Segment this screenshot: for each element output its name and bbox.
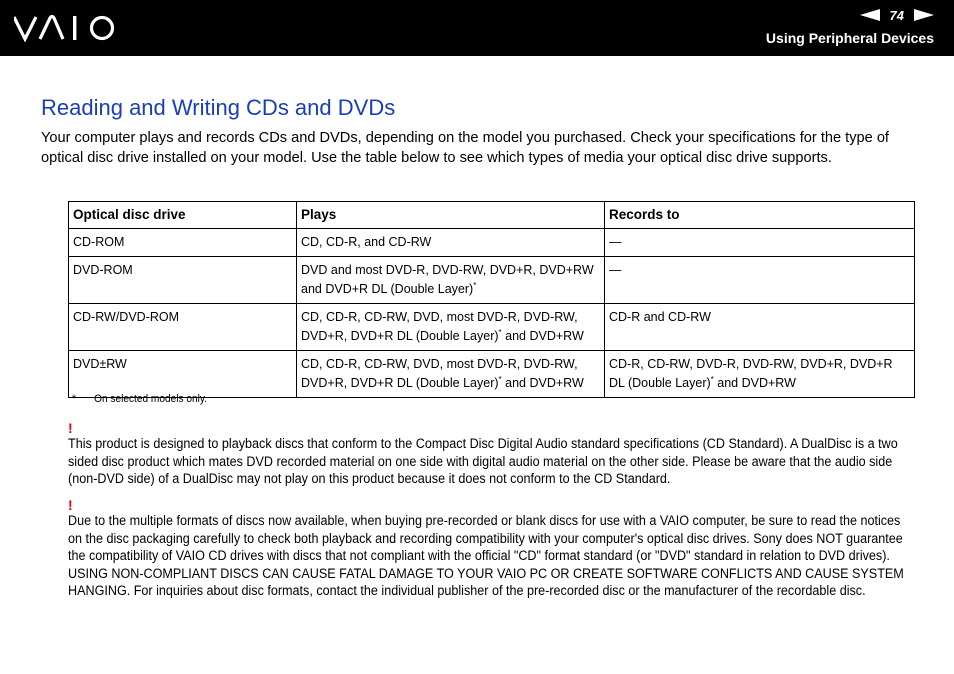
table-header-row [69, 202, 915, 229]
records-cell [605, 229, 915, 257]
records-cell [605, 257, 915, 304]
warning-note [68, 421, 954, 488]
footnote-star: * [72, 393, 76, 405]
column-header-plays: Plays [297, 202, 605, 229]
plays-cell [297, 351, 605, 398]
column-header-drive: Optical disc drive [69, 202, 297, 229]
plays-text: CD, CD-R, and CD-RW [301, 235, 432, 249]
drive-cell: DVD-ROM [69, 257, 297, 304]
footnote-text: On selected models only. [94, 393, 207, 405]
footnote-marker: * [473, 280, 477, 290]
page-number: 74 [889, 7, 904, 23]
left-arrow-icon[interactable] [860, 9, 880, 21]
footnote-marker: * [710, 374, 714, 384]
warning-text: Due to the multiple formats of discs now available, when buying pre-recorded or blank discs for use with a VAIO computer, be sure to read the notices on the disc packaging carefully to check both playback and recording compatibility with your computer's optical disc drives. Sony does NOT guarantee the compatibility of VAIO CD drives with discs that not compliant with the official "CD" format standard (or "DVD" standard in relation to DVD drives). USING NON-COMPLIANT DISCS CAN CAUSE FATAL DAMAGE TO YOUR VAIO PC OR CREATE SOFTWARE CONFLICTS AND CAUSE SYSTEM HANGING. For inquiries about disc formats, contact the individual publisher of the pre-recorded disc or the manufacturer of the recordable disc. [68, 513, 904, 599]
plays-text-after: and DVD+RW [501, 329, 584, 343]
table-row [69, 304, 915, 351]
plays-text: DVD and most DVD-R, DVD-RW, DVD+R, DVD+RW and DVD+R DL (Double Layer) [301, 263, 594, 296]
intro-paragraph: Your computer plays and records CDs and DVDs, depending on the model you purchased. Check your specifications for the type of optical disc drive installed on your model. Use the table below to see which types of media your optical disc drive supports. [41, 130, 889, 166]
drive-cell: DVD±RW [69, 351, 297, 398]
vaio-logo [14, 14, 120, 42]
page-title: Reading and Writing CDs and DVDs [41, 95, 396, 120]
plays-text: CD, CD-R, CD-RW, DVD, most DVD-R, DVD-RW, DVD+R, DVD+R DL (Double Layer) [301, 357, 578, 390]
records-text: — [609, 263, 622, 277]
records-cell [605, 351, 915, 398]
drive-cell: CD-ROM [69, 229, 297, 257]
page-header [0, 0, 954, 56]
table-footnote [72, 393, 207, 405]
plays-text-after: and DVD+RW [501, 376, 584, 390]
records-text: — [609, 235, 622, 249]
warning-icon: ! [68, 497, 73, 513]
footnote-marker: * [498, 374, 502, 384]
records-text-after: and DVD+RW [713, 376, 796, 390]
drive-cell: CD-RW/DVD-ROM [69, 304, 297, 351]
page-nav [860, 6, 934, 24]
section-title: Using Peripheral Devices [765, 30, 934, 46]
records-text: CD-R, CD-RW, DVD-R, DVD-RW, DVD+R, DVD+R DL (Double Layer) [609, 357, 893, 390]
right-arrow-icon[interactable] [914, 9, 934, 21]
plays-cell [297, 229, 605, 257]
warning-note [68, 498, 954, 600]
table-row [69, 351, 915, 398]
footnote-marker: * [498, 327, 502, 337]
plays-cell [297, 257, 605, 304]
warning-text: This product is designed to playback discs that conform to the Compact Disc Digital Audio standard specifications (CD Standard). A DualDisc is a two sided disc product which mates DVD recorded material on one side with digital audio material on the other side. Please be aware that the audio side (non-DVD side) of a DualDisc may not play on this product because it does not conform to the CD Standard. [68, 436, 898, 487]
plays-text: CD, CD-R, CD-RW, DVD, most DVD-R, DVD-RW, DVD+R, DVD+R DL (Double Layer) [301, 310, 578, 343]
records-text: CD-R and CD-RW [609, 310, 711, 324]
table-row [69, 229, 915, 257]
warning-icon: ! [68, 420, 73, 436]
column-header-records: Records to [605, 202, 915, 229]
media-table [68, 201, 915, 398]
table-row [69, 257, 915, 304]
plays-cell [297, 304, 605, 351]
records-cell [605, 304, 915, 351]
